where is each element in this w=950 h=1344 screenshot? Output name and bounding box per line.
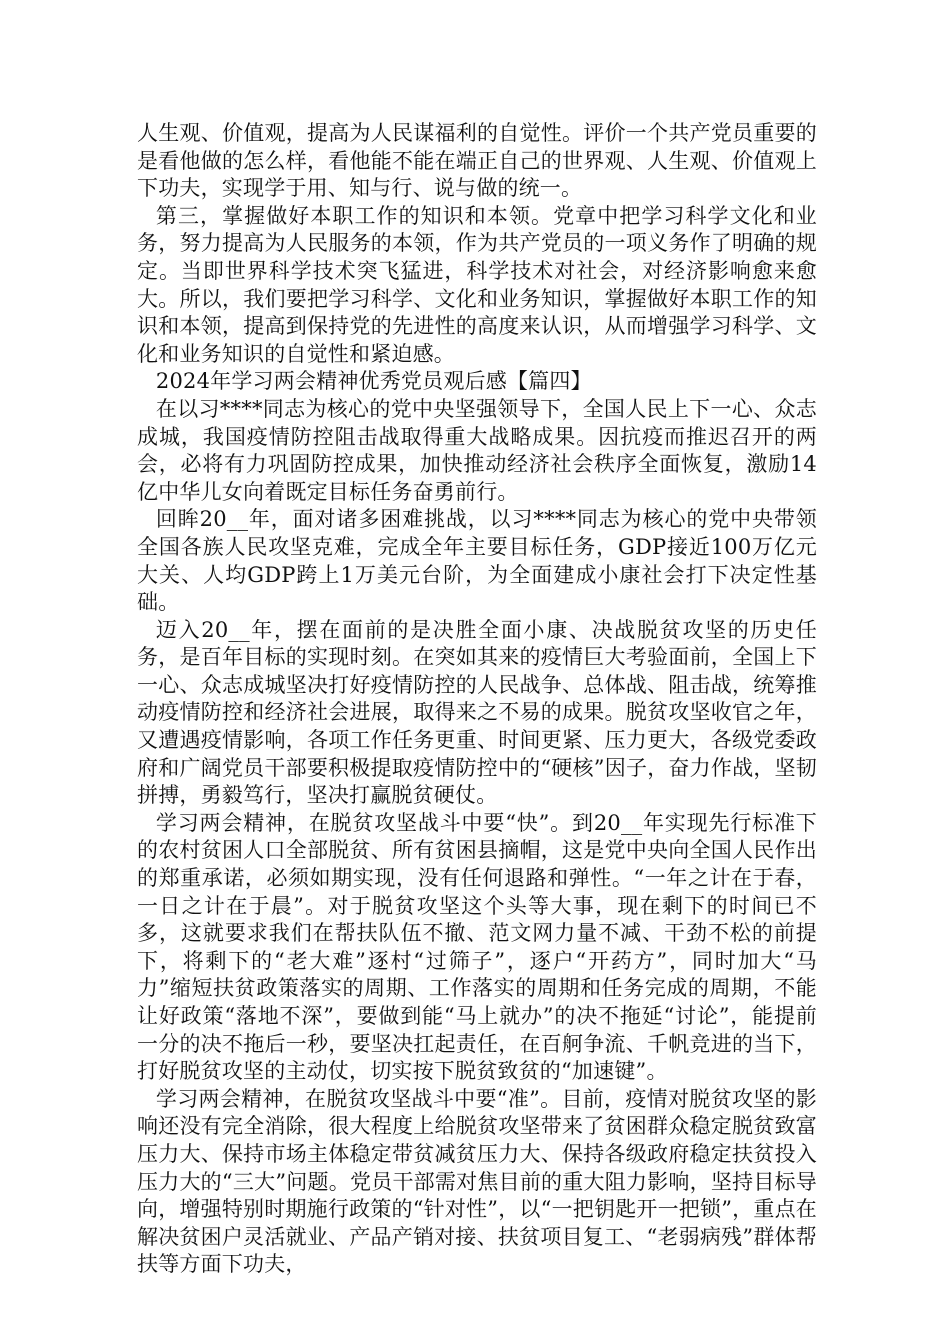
document-body <box>137 120 817 1279</box>
paragraph-third-point: 第三，掌握做好本职工作的知识和本领。党章中把学习科学文化和业务，努力提高为人民服务的本领，作为共产党员的一项义务作了明确的规定。当即世界科学技术突飞猛进，科学技术对社会，对经济影响愈来愈大。所以，我们要把学习科学、文化和业务知识，掌握做好本职工作的知识和本领，提高到保持党的先进性的高度来认识，从而增强学习科学、文化和业务知识的自觉性和紧迫感。 <box>137 203 817 366</box>
paragraph-precision: 学习两会精神，在脱贫攻坚战斗中要“准”。目前，疫情对脱贫攻坚的影响还没有完全消除，很大程度上给脱贫攻坚带来了贫困群众稳定脱贫致富压力大、保持市场主体稳定带贫减贫压力大、保持各级政府稳定扶贫投入压力大的“三大”问题。党员干部需对焦目前的重大阻力影响，坚持目标导向，增强特别时期施行政策的“针对性”，以“一把钥匙开一把锁”，重点在解决贫困户灵活就业、产品产销对接、扶贫项目复工、“老弱病残”群体帮扶等方面下功夫， <box>137 1086 817 1277</box>
paragraph-new-year: 迈入20__年，摆在面前的是决胜全面小康、决战脱贫攻坚的历史任务，是百年目标的实现时刻。在突如其来的疫情巨大考验面前，全国上下一心、众志成城坚决打好疫情防控的人民战争、总体战、阻击战，统筹推动疫情防控和经济社会进展，取得来之不易的成果。脱贫攻坚收官之年，又遭遇疫情影响，各项工作任务更重、时间更紧、压力更大，各级党委政府和广阔党员干部要积极提取疫情防控中的“硬核”因子，奋力作战，坚韧拼搏，勇毅笃行，坚决打赢脱贫硬仗。 <box>137 617 817 808</box>
section-heading: 2024年学习两会精神优秀党员观后感【篇四】 <box>155 369 592 394</box>
paragraph-speed: 学习两会精神，在脱贫攻坚战斗中要“快”。到20__年实现先行标准下的农村贫困人口全部脱贫、所有贫困县摘帽，这是党中央向全国人民作出的郑重承诺，必须如期实现，没有任何退路和弹性。“一年之计在于春，一日之计在于晨”。对于脱贫攻坚这个头等大事，现在剩下的时间已不多，这就要求我们在帮扶队伍不撤、范文网力量不减、干劲不松的前提下，将剩下的“老大难”逐村“过筛子”，逐户“开药方”，同时加大“马力”缩短扶贫政策落实的周期、工作落实的周期和任务完成的周期，不能让好政策“落地不深”，要做到能“马上就办”的决不拖延“讨论”，能提前一分的决不拖后一秒，要坚决扛起责任，在百舸争流、千帆竞进的当下，打好脱贫攻坚的主动仗，切实按下脱贫致贫的“加速键”。 <box>137 810 817 1084</box>
paragraph-continuation: 人生观、价值观，提高为人民谋福利的自觉性。评价一个共产党员重要的是看他做的怎么样，看他能不能在端正自己的世界观、人生观、价值观上下功夫，实现学于用、知与行、说与做的统一。 <box>137 121 817 201</box>
paragraph-intro: 在以习****同志为核心的党中央坚强领导下，全国人民上下一心、众志成城，我国疫情防控阻击战取得重大战略成果。因抗疫而推迟召开的两会，必将有力巩固防控成果，加快推动经济社会秩序全面恢复，激励14亿中华儿女向着既定目标任务奋勇前行。 <box>137 396 817 504</box>
paragraph-review: 回眸20__年，面对诸多困难挑战，以习****同志为核心的党中央带领全国各族人民攻坚克难，完成全年主要目标任务，GDP接近100万亿元大关、人均GDP跨上1万美元台阶，为全面建成小康社会打下决定性基础。 <box>137 507 817 615</box>
